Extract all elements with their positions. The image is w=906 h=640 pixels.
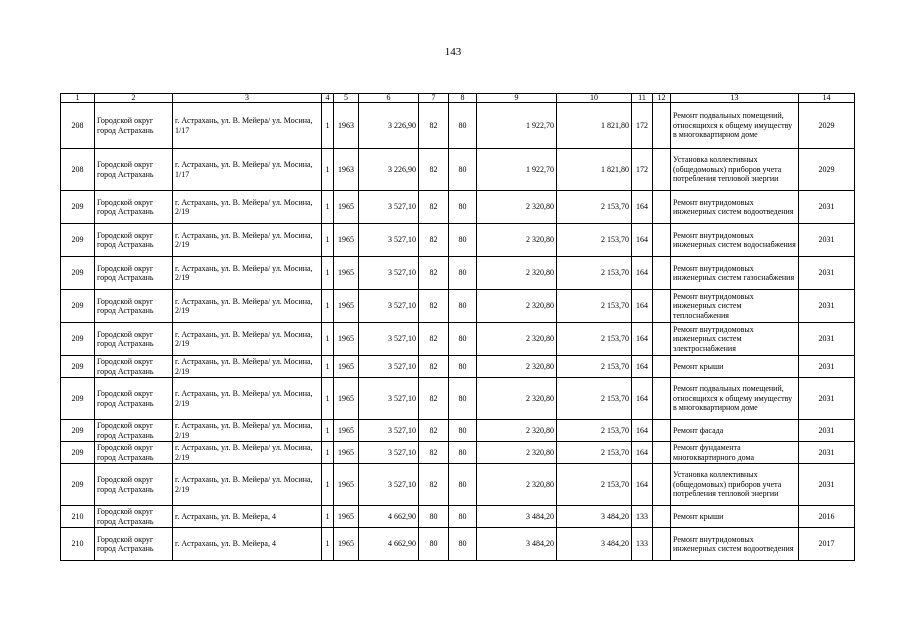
repair-work-cell: Ремонт подвальных помещений, относящихся к общему имуществу в многоквартирном доме [671, 378, 799, 420]
col-4-cell: 1 [322, 506, 334, 528]
col-4-cell: 1 [322, 191, 334, 224]
col-10-area-cell: 2 153,70 [557, 323, 632, 356]
commission-year-cell: 1965 [334, 528, 359, 561]
col-10-area-cell: 2 153,70 [557, 290, 632, 323]
total-area-cell: 3 226,90 [359, 103, 419, 149]
commission-year-cell: 1963 [334, 103, 359, 149]
col-11-cell: 164 [632, 442, 653, 464]
house-number-cell: 209 [61, 464, 95, 506]
col-4-cell: 1 [322, 290, 334, 323]
table-row [61, 103, 855, 149]
address-cell: г. Астрахань, ул. В. Мейера/ ул. Мосина, 2/19 [173, 442, 322, 464]
column-number: 2 [95, 94, 173, 103]
col-11-cell: 164 [632, 420, 653, 442]
col-12-cell [653, 224, 671, 257]
address-cell: г. Астрахань, ул. В. Мейера/ ул. Мосина, 2/19 [173, 323, 322, 356]
municipality-cell: Городской округ город Астрахань [95, 356, 173, 378]
planned-year-cell: 2031 [799, 442, 855, 464]
address-cell: г. Астрахань, ул. В. Мейера, 4 [173, 528, 322, 561]
col-12-cell [653, 378, 671, 420]
address-cell: г. Астрахань, ул. В. Мейера/ ул. Мосина, 2/19 [173, 224, 322, 257]
total-area-cell: 3 527,10 [359, 442, 419, 464]
col-12-cell [653, 149, 671, 191]
address-cell: г. Астрахань, ул. В. Мейера/ ул. Мосина, 2/19 [173, 378, 322, 420]
repair-work-cell: Ремонт крыши [671, 356, 799, 378]
col-11-cell: 164 [632, 356, 653, 378]
column-number: 8 [449, 94, 477, 103]
col-7-cell: 82 [419, 378, 449, 420]
col-9-area-cell: 2 320,80 [477, 191, 557, 224]
table-row [61, 290, 855, 323]
repair-work-cell: Ремонт внутридомовых инженерных систем электроснабжения [671, 323, 799, 356]
commission-year-cell: 1965 [334, 290, 359, 323]
column-number-header-row [61, 94, 855, 103]
col-9-area-cell: 3 484,20 [477, 506, 557, 528]
table-body [61, 94, 855, 561]
commission-year-cell: 1965 [334, 224, 359, 257]
planned-year-cell: 2031 [799, 290, 855, 323]
house-number-cell: 209 [61, 224, 95, 257]
col-7-cell: 82 [419, 356, 449, 378]
column-number: 4 [322, 94, 334, 103]
col-7-cell: 82 [419, 464, 449, 506]
repair-work-cell: Ремонт внутридомовых инженерных систем водоотведения [671, 528, 799, 561]
col-9-area-cell: 2 320,80 [477, 356, 557, 378]
col-8-cell: 80 [449, 528, 477, 561]
commission-year-cell: 1963 [334, 149, 359, 191]
col-10-area-cell: 2 153,70 [557, 224, 632, 257]
col-12-cell [653, 506, 671, 528]
col-7-cell: 82 [419, 103, 449, 149]
total-area-cell: 3 527,10 [359, 290, 419, 323]
col-11-cell: 164 [632, 464, 653, 506]
table-row [61, 323, 855, 356]
address-cell: г. Астрахань, ул. В. Мейера/ ул. Мосина, 2/19 [173, 290, 322, 323]
col-8-cell: 80 [449, 356, 477, 378]
municipality-cell: Городской округ город Астрахань [95, 191, 173, 224]
total-area-cell: 4 662,90 [359, 528, 419, 561]
col-11-cell: 172 [632, 149, 653, 191]
table-row [61, 149, 855, 191]
col-8-cell: 80 [449, 506, 477, 528]
address-cell: г. Астрахань, ул. В. Мейера/ ул. Мосина, 2/19 [173, 464, 322, 506]
municipality-cell: Городской округ город Астрахань [95, 378, 173, 420]
col-7-cell: 80 [419, 506, 449, 528]
col-12-cell [653, 191, 671, 224]
total-area-cell: 3 527,10 [359, 420, 419, 442]
capital-repair-table [60, 93, 855, 561]
column-number: 10 [557, 94, 632, 103]
column-number: 7 [419, 94, 449, 103]
planned-year-cell: 2029 [799, 103, 855, 149]
table-row [61, 257, 855, 290]
house-number-cell: 209 [61, 290, 95, 323]
col-7-cell: 82 [419, 257, 449, 290]
col-12-cell [653, 356, 671, 378]
house-number-cell: 209 [61, 420, 95, 442]
col-10-area-cell: 3 484,20 [557, 506, 632, 528]
col-4-cell: 1 [322, 378, 334, 420]
col-9-area-cell: 2 320,80 [477, 257, 557, 290]
col-9-area-cell: 2 320,80 [477, 290, 557, 323]
planned-year-cell: 2031 [799, 257, 855, 290]
column-number: 13 [671, 94, 799, 103]
column-number: 11 [632, 94, 653, 103]
commission-year-cell: 1965 [334, 464, 359, 506]
table-row [61, 224, 855, 257]
commission-year-cell: 1965 [334, 323, 359, 356]
col-8-cell: 80 [449, 323, 477, 356]
col-11-cell: 164 [632, 378, 653, 420]
col-4-cell: 1 [322, 257, 334, 290]
col-8-cell: 80 [449, 378, 477, 420]
col-10-area-cell: 2 153,70 [557, 442, 632, 464]
total-area-cell: 3 527,10 [359, 323, 419, 356]
address-cell: г. Астрахань, ул. В. Мейера/ ул. Мосина, 1/17 [173, 103, 322, 149]
column-number: 3 [173, 94, 322, 103]
total-area-cell: 3 226,90 [359, 149, 419, 191]
municipality-cell: Городской округ город Астрахань [95, 224, 173, 257]
repair-work-cell: Ремонт фундамента многоквартирного дома [671, 442, 799, 464]
municipality-cell: Городской округ город Астрахань [95, 257, 173, 290]
column-number: 9 [477, 94, 557, 103]
total-area-cell: 3 527,10 [359, 464, 419, 506]
col-8-cell: 80 [449, 191, 477, 224]
address-cell: г. Астрахань, ул. В. Мейера/ ул. Мосина, 2/19 [173, 257, 322, 290]
col-4-cell: 1 [322, 323, 334, 356]
table-row [61, 464, 855, 506]
col-12-cell [653, 257, 671, 290]
planned-year-cell: 2017 [799, 528, 855, 561]
col-7-cell: 82 [419, 149, 449, 191]
repair-work-cell: Ремонт внутридомовых инженерных систем водоотведения [671, 191, 799, 224]
col-7-cell: 82 [419, 323, 449, 356]
repair-work-cell: Ремонт внутридомовых инженерных систем водоснабжения [671, 224, 799, 257]
commission-year-cell: 1965 [334, 378, 359, 420]
house-number-cell: 210 [61, 506, 95, 528]
table-row [61, 420, 855, 442]
col-11-cell: 133 [632, 506, 653, 528]
col-12-cell [653, 464, 671, 506]
planned-year-cell: 2029 [799, 149, 855, 191]
repair-work-cell: Ремонт внутридомовых инженерных систем газоснабжения [671, 257, 799, 290]
commission-year-cell: 1965 [334, 442, 359, 464]
table-row [61, 356, 855, 378]
municipality-cell: Городской округ город Астрахань [95, 103, 173, 149]
col-4-cell: 1 [322, 356, 334, 378]
col-4-cell: 1 [322, 442, 334, 464]
col-4-cell: 1 [322, 149, 334, 191]
house-number-cell: 208 [61, 149, 95, 191]
house-number-cell: 210 [61, 528, 95, 561]
col-9-area-cell: 2 320,80 [477, 224, 557, 257]
col-9-area-cell: 2 320,80 [477, 464, 557, 506]
col-9-area-cell: 2 320,80 [477, 442, 557, 464]
repair-work-cell: Ремонт внутридомовых инженерных систем теплоснабжения [671, 290, 799, 323]
col-12-cell [653, 442, 671, 464]
col-9-area-cell: 2 320,80 [477, 378, 557, 420]
repair-work-cell: Ремонт подвальных помещений, относящихся к общему имуществу в многоквартирном доме [671, 103, 799, 149]
municipality-cell: Городской округ город Астрахань [95, 323, 173, 356]
address-cell: г. Астрахань, ул. В. Мейера/ ул. Мосина, 2/19 [173, 356, 322, 378]
column-number: 1 [61, 94, 95, 103]
col-8-cell: 80 [449, 420, 477, 442]
col-11-cell: 164 [632, 224, 653, 257]
col-11-cell: 172 [632, 103, 653, 149]
col-8-cell: 80 [449, 464, 477, 506]
commission-year-cell: 1965 [334, 257, 359, 290]
planned-year-cell: 2031 [799, 464, 855, 506]
municipality-cell: Городской округ город Астрахань [95, 528, 173, 561]
col-4-cell: 1 [322, 420, 334, 442]
table-row [61, 378, 855, 420]
col-10-area-cell: 2 153,70 [557, 464, 632, 506]
col-12-cell [653, 323, 671, 356]
col-8-cell: 80 [449, 224, 477, 257]
total-area-cell: 3 527,10 [359, 378, 419, 420]
col-7-cell: 82 [419, 442, 449, 464]
col-12-cell [653, 420, 671, 442]
col-11-cell: 164 [632, 290, 653, 323]
planned-year-cell: 2016 [799, 506, 855, 528]
planned-year-cell: 2031 [799, 420, 855, 442]
col-9-area-cell: 2 320,80 [477, 323, 557, 356]
col-11-cell: 133 [632, 528, 653, 561]
col-12-cell [653, 290, 671, 323]
address-cell: г. Астрахань, ул. В. Мейера/ ул. Мосина, 2/19 [173, 420, 322, 442]
total-area-cell: 3 527,10 [359, 257, 419, 290]
municipality-cell: Городской округ город Астрахань [95, 506, 173, 528]
col-7-cell: 82 [419, 420, 449, 442]
municipality-cell: Городской округ город Астрахань [95, 442, 173, 464]
table-row [61, 506, 855, 528]
table-row [61, 442, 855, 464]
col-8-cell: 80 [449, 103, 477, 149]
total-area-cell: 4 662,90 [359, 506, 419, 528]
col-10-area-cell: 2 153,70 [557, 420, 632, 442]
col-10-area-cell: 3 484,20 [557, 528, 632, 561]
repair-work-cell: Ремонт крыши [671, 506, 799, 528]
municipality-cell: Городской округ город Астрахань [95, 464, 173, 506]
col-10-area-cell: 2 153,70 [557, 191, 632, 224]
total-area-cell: 3 527,10 [359, 224, 419, 257]
col-7-cell: 82 [419, 290, 449, 323]
col-7-cell: 82 [419, 224, 449, 257]
house-number-cell: 209 [61, 442, 95, 464]
repair-work-cell: Установка коллективных (общедомовых) приборов учета потребления тепловой энергии [671, 149, 799, 191]
col-12-cell [653, 103, 671, 149]
table-row [61, 191, 855, 224]
planned-year-cell: 2031 [799, 224, 855, 257]
planned-year-cell: 2031 [799, 323, 855, 356]
column-number: 12 [653, 94, 671, 103]
planned-year-cell: 2031 [799, 356, 855, 378]
col-4-cell: 1 [322, 224, 334, 257]
col-4-cell: 1 [322, 103, 334, 149]
page-number: 143 [444, 46, 462, 58]
municipality-cell: Городской округ город Астрахань [95, 420, 173, 442]
table-row [61, 528, 855, 561]
commission-year-cell: 1965 [334, 356, 359, 378]
column-number: 14 [799, 94, 855, 103]
address-cell: г. Астрахань, ул. В. Мейера, 4 [173, 506, 322, 528]
house-number-cell: 209 [61, 323, 95, 356]
address-cell: г. Астрахань, ул. В. Мейера/ ул. Мосина, 2/19 [173, 191, 322, 224]
col-12-cell [653, 528, 671, 561]
col-7-cell: 80 [419, 528, 449, 561]
col-4-cell: 1 [322, 528, 334, 561]
repair-work-cell: Ремонт фасада [671, 420, 799, 442]
house-number-cell: 208 [61, 103, 95, 149]
house-number-cell: 209 [61, 378, 95, 420]
municipality-cell: Городской округ город Астрахань [95, 290, 173, 323]
commission-year-cell: 1965 [334, 191, 359, 224]
col-10-area-cell: 1 821,80 [557, 103, 632, 149]
commission-year-cell: 1965 [334, 420, 359, 442]
col-11-cell: 164 [632, 191, 653, 224]
col-11-cell: 164 [632, 257, 653, 290]
col-8-cell: 80 [449, 290, 477, 323]
planned-year-cell: 2031 [799, 191, 855, 224]
address-cell: г. Астрахань, ул. В. Мейера/ ул. Мосина, 1/17 [173, 149, 322, 191]
col-9-area-cell: 1 922,70 [477, 103, 557, 149]
col-4-cell: 1 [322, 464, 334, 506]
col-8-cell: 80 [449, 149, 477, 191]
house-number-cell: 209 [61, 191, 95, 224]
col-9-area-cell: 2 320,80 [477, 420, 557, 442]
repair-work-cell: Установка коллективных (общедомовых) приборов учета потребления тепловой энергии [671, 464, 799, 506]
col-8-cell: 80 [449, 442, 477, 464]
commission-year-cell: 1965 [334, 506, 359, 528]
col-10-area-cell: 2 153,70 [557, 356, 632, 378]
col-10-area-cell: 2 153,70 [557, 378, 632, 420]
col-9-area-cell: 1 922,70 [477, 149, 557, 191]
col-9-area-cell: 3 484,20 [477, 528, 557, 561]
municipality-cell: Городской округ город Астрахань [95, 149, 173, 191]
column-number: 5 [334, 94, 359, 103]
col-10-area-cell: 1 821,80 [557, 149, 632, 191]
total-area-cell: 3 527,10 [359, 356, 419, 378]
house-number-cell: 209 [61, 356, 95, 378]
col-11-cell: 164 [632, 323, 653, 356]
total-area-cell: 3 527,10 [359, 191, 419, 224]
col-8-cell: 80 [449, 257, 477, 290]
house-number-cell: 209 [61, 257, 95, 290]
col-10-area-cell: 2 153,70 [557, 257, 632, 290]
column-number: 6 [359, 94, 419, 103]
col-7-cell: 82 [419, 191, 449, 224]
planned-year-cell: 2031 [799, 378, 855, 420]
